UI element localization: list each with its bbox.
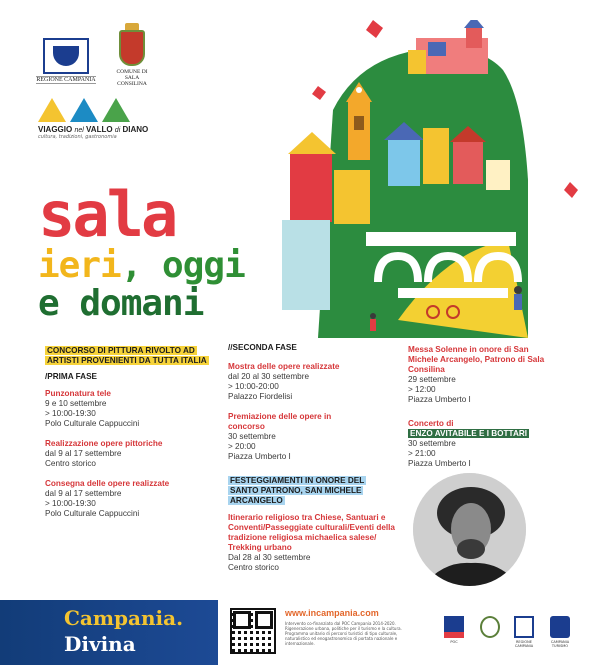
column-prima-fase (45, 346, 225, 529)
regione-shield-icon (43, 38, 89, 74)
title-line-ieri-oggi: ieri, oggi (38, 245, 245, 286)
artist-badge: ENZO AVITABILE E I BOTTARI (410, 429, 528, 438)
campania-turismo-logo: CAMPANIA TURISMO (546, 616, 574, 650)
footer (0, 600, 600, 665)
viaggio-vallo-diano-logo (38, 98, 178, 140)
event-concerto: Concerto di ENZO AVITABILE E I BOTTARI 30 settembre > 21:00 Piazza Umberto I (408, 419, 528, 468)
campania-divina-band (0, 600, 218, 665)
brand-divina: Divina (64, 632, 136, 656)
event-messa: Messa Solenne in onore di San Michele Arcangelo, Patrono di Sala Consilina 29 settembre > 12:00 Piazza Umberto I (408, 345, 545, 404)
event-realizzazione: Realizzazione opere pittoriche dal 9 al 17 settembre Centro storico (45, 439, 163, 468)
brand-campania: Campania. (64, 606, 184, 630)
vallo-icons (38, 98, 178, 122)
artist-portrait (413, 473, 526, 586)
festeggiamenti-heading: FESTEGGIAMENTI IN ONORE DEL SANTO PATRONO, SAN MICHELE ARCANGELO (230, 476, 365, 505)
prima-fase-heading: /PRIMA FASE (45, 372, 98, 381)
vallo-title: VIAGGIO nel VALLO di DIANO (38, 125, 149, 134)
poster-title (38, 178, 245, 324)
funding-note: Intervento co-finanziato dal POC Campania 2014-2020. Rigenerazione urbana, politiche per il turismo e la cultura. Programma unitario di percorsi turistici di tipo culturale, naturalistico ed enogastronomico di portata nazionale e internazionale. (285, 621, 402, 646)
regione-campania-logo (36, 38, 96, 84)
yellow-mountain-icon (38, 98, 66, 122)
qr-code-icon[interactable] (230, 608, 276, 654)
comune-sala-consilina-logo (110, 30, 154, 87)
italian-republic-emblem-icon (476, 616, 504, 650)
title-line-sala: sala (38, 178, 176, 251)
title-line-e-domani: e domani (38, 283, 204, 324)
green-plate-icon (102, 98, 130, 122)
column-seconda-fase (228, 343, 408, 573)
town-illustration (278, 20, 578, 338)
comune-label: COMUNE DI SALA CONSILINA (116, 69, 148, 87)
poc-logo: POC (440, 616, 468, 650)
regione-campania-footer-logo: REGIONE CAMPANIA (510, 616, 538, 650)
event-punzonatura: Punzonatura tele 9 e 10 settembre > 10:00-19:30 Polo Culturale Cappuccini (45, 389, 140, 428)
event-premiazione: Premiazione delle opere in concorso 30 settembre > 20:00 Piazza Umberto I (228, 412, 332, 461)
vallo-subtitle: cultura, tradizioni, gastronomia (38, 134, 117, 140)
comune-crest-icon (119, 30, 145, 66)
column-festa (408, 345, 588, 479)
seconda-fase-heading: //SECONDA FASE (228, 343, 297, 352)
contest-heading: CONCORSO DI PITTURA RIVOLTO AD ARTISTI PROVENIENTI DA TUTTA ITALIA (47, 346, 207, 365)
website-link[interactable]: www.incampania.com (285, 608, 379, 618)
blue-column-icon (70, 98, 98, 122)
event-consegna: Consegna delle opere realizzate dal 9 al 17 settembre > 10:00-19:30 Polo Culturale Cappuccini (45, 479, 170, 518)
regione-label: REGIONE CAMPANIA (36, 77, 96, 83)
event-itinerario: Itinerario religioso tra Chiese, Santuari e Conventi/Passeggiate culturali/Eventi della tradizione religiosa michaelica salese/ Trekking urbano Dal 28 al 30 settembre Centro storico (228, 513, 395, 572)
event-mostra: Mostra delle opere realizzate dal 20 al 30 settembre > 10:00-20:00 Palazzo Fiordelisi (228, 362, 340, 401)
